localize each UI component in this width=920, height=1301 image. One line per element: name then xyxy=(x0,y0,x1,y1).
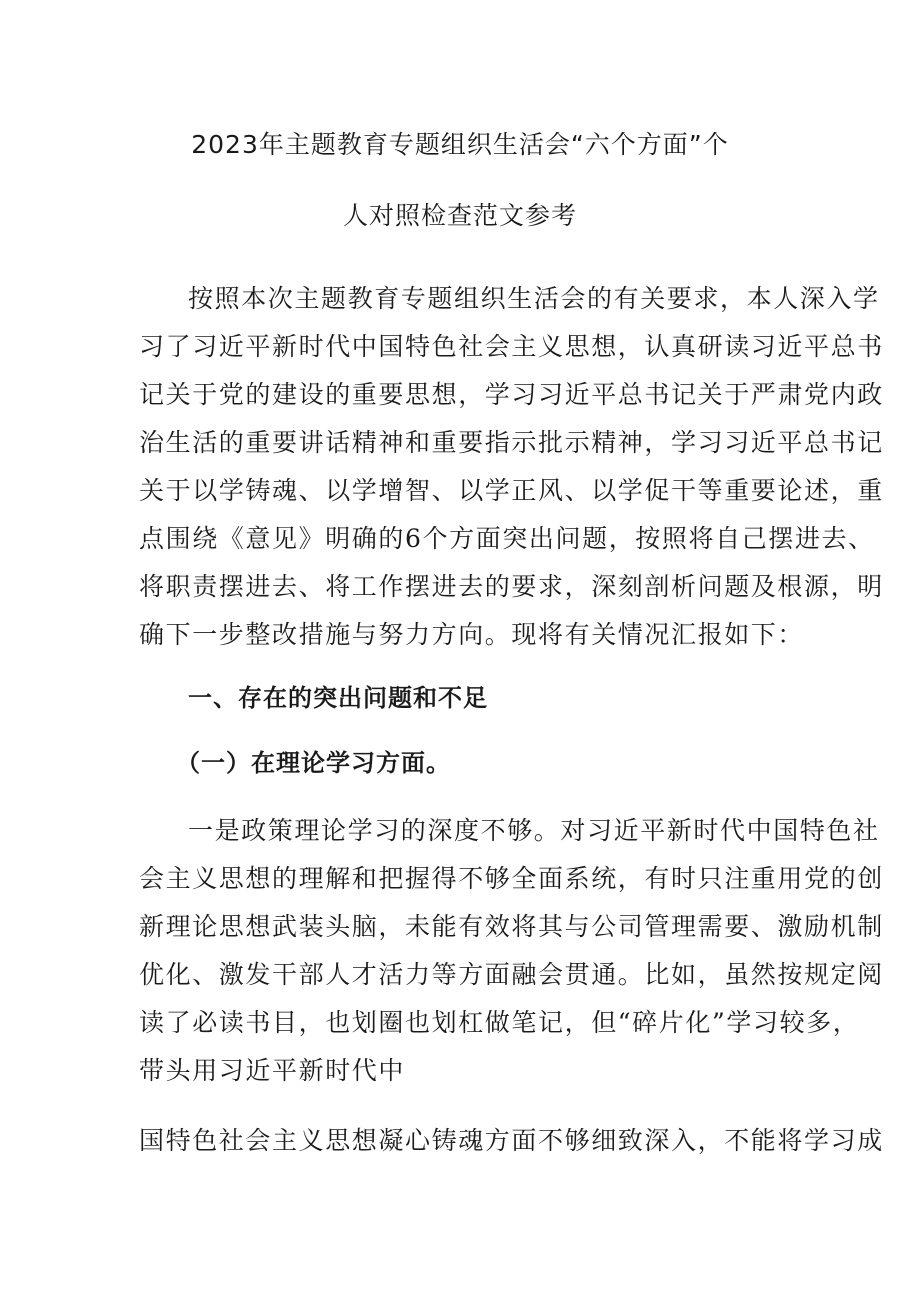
intro-line: 确下一步整改措施与努力方向。现将有关情况汇报如下： xyxy=(139,620,805,649)
intro-line: 点围绕《意见》明确的6个方面突出问题，按照将自己摆进去、 xyxy=(139,524,875,553)
intro-line: 记关于党的建设的重要思想，学习习近平总书记关于严肃党内政 xyxy=(139,380,884,409)
intro-line: 习了习近平新时代中国特色社会主义思想，认真研读习近平总书 xyxy=(139,332,884,361)
body-line: 新理论思想武装头脑，未能有效将其与公司管理需要、激励机制 xyxy=(139,912,884,941)
body-line: 会主义思想的理解和把握得不够全面系统，有时只注重用党的创 xyxy=(139,864,884,893)
intro-line: 治生活的重要讲话精神和重要指示批示精神，学习习近平总书记 xyxy=(139,428,884,457)
continuation-line: 国特色社会主义思想凝心铸魂方面不够细致深入，不能将学习成 xyxy=(139,1126,884,1155)
body-line: 优化、激发干部人才活力等方面融会贯通。比如，虽然按规定阅 xyxy=(139,960,884,989)
intro-line: 关于以学铸魂、以学增智、以学正风、以学促干等重要论述，重 xyxy=(139,476,884,505)
body-line: 带头用习近平新时代中 xyxy=(139,1056,406,1085)
body-line: 一是政策理论学习的深度不够。对习近平新时代中国特色社 xyxy=(188,816,880,845)
intro-line: 按照本次主题教育专题组织生活会的有关要求，本人深入学 xyxy=(188,284,880,313)
intro-line: 将职责摆进去、将工作摆进去的要求，深刻剖析问题及根源，明 xyxy=(139,572,884,601)
body-line: 读了必读书目，也划圈也划杠做笔记，但“碎片化”学习较多， xyxy=(139,1008,860,1037)
subsection-heading-1: （一）在理论学习方面。 xyxy=(176,749,451,777)
document-title-line-2: 人对照检查范文参考 xyxy=(342,201,577,230)
document-title-line-1: 2023年主题教育专题组织生活会“六个方面”个 xyxy=(191,130,729,159)
section-heading-1: 一、存在的突出问题和不足 xyxy=(188,684,488,712)
